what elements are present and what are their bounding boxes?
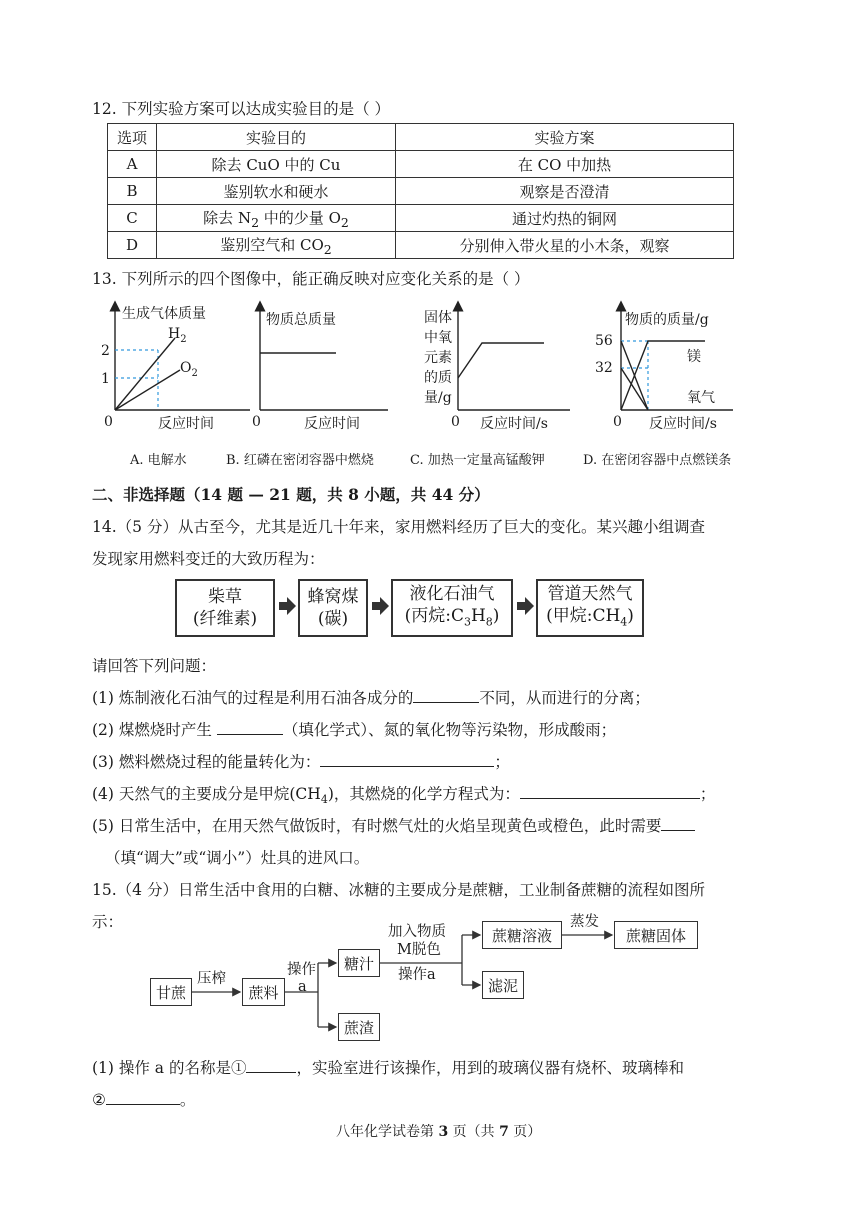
flow-box-sugarcane: 甘蔗: [150, 978, 192, 1006]
flow-label-operation-a: a: [298, 979, 307, 995]
option-cell: C: [108, 205, 157, 232]
option-cell: B: [108, 178, 157, 205]
x-axis-label: 反应时间/s: [649, 416, 717, 432]
origin-label: 0: [104, 414, 113, 430]
origin-label: 0: [613, 414, 622, 430]
fuel-box-natural-gas: 管道天然气 (甲烷$:CH_4$): [536, 579, 644, 637]
flow-box-cane-material: 蔗料: [242, 978, 285, 1006]
flow-label-press: 压榨: [197, 971, 226, 987]
tick-label: 1: [101, 371, 110, 387]
plan-cell: 通过灼热的铜网: [396, 205, 734, 232]
series-label-mg: 镁: [687, 349, 701, 365]
flow-label-add-m: 加入物质: [388, 924, 446, 940]
goal-cell: 鉴别软水和硬水: [157, 178, 396, 205]
q14-sub4: (4) 天然气的主要成分是甲烷$(CH_4)$，其燃烧的化学方程式为： ；: [92, 785, 716, 807]
x-axis-label: 反应时间: [304, 416, 360, 432]
q12-stem: 12. 下列实验方案可以达成实验目的是（ ）: [92, 100, 391, 118]
answer-blank[interactable]: [106, 1090, 180, 1105]
x-axis-label: 反应时间: [158, 416, 214, 432]
goal-cell: 除去 $N_2$ 中的少量 $O_2$: [157, 205, 396, 232]
section-title: 二、非选择题（14 题 — 21 题，共 8 小题，共 44 分）: [92, 485, 490, 504]
flow-label-operation: 操作: [287, 962, 316, 978]
series-label-o2: 氧气: [687, 390, 715, 406]
plan-cell: 在 CO 中加热: [396, 151, 734, 178]
origin-label: 0: [451, 414, 460, 430]
y-axis-label-line: 中氧: [424, 330, 452, 346]
q14-prompt: 请回答下列问题：: [92, 657, 217, 675]
y-axis-label-line: 的质: [424, 370, 452, 386]
goal-cell: 除去 CuO 中的 Cu: [157, 151, 396, 178]
tick-label: 2: [101, 343, 110, 359]
q14-sub5: (5) 日常生活中，在用天然气做饭时，有时燃气灶的火焰呈现黄色或橙色，此时需要: [92, 816, 695, 836]
q14-sub3: (3) 燃料燃烧过程的能量转化为： ；: [92, 753, 510, 771]
y-axis-label: 物质的质量/g: [625, 312, 709, 328]
header-goal: 实验目的: [157, 124, 396, 151]
flow-label-operation-a2: 操作a: [398, 967, 436, 983]
origin-label: 0: [252, 414, 261, 430]
flow-box-bagasse: 蔗渣: [338, 1013, 380, 1041]
q14-stem: 14.（5 分）从古至今，尤其是近几十年来，家用燃料经历了巨大的变化。某兴趣小组调查: [92, 518, 705, 536]
q14-sub5-cont: （填“调大”或“调小”）灶具的进风口。: [105, 849, 370, 867]
fuel-box-coal: 蜂窝煤 (碳): [298, 579, 368, 637]
header-plan: 实验方案: [396, 124, 734, 151]
header-option: 选项: [108, 124, 157, 151]
y-axis-label: 物质总质量: [266, 312, 336, 328]
tick-label: 32: [595, 360, 613, 376]
flow-box-solid: 蔗糖固体: [614, 921, 698, 949]
graph-caption: D. 在密闭容器中点燃镁条: [583, 453, 732, 468]
graph-caption: C. 加热一定量高锰酸钾: [410, 453, 545, 468]
y-axis-label-line: 元素: [424, 350, 452, 366]
graph-caption: B. 红磷在密闭容器中燃烧: [226, 453, 374, 468]
flow-box-solution: 蔗糖溶液: [482, 921, 562, 949]
plan-cell: 分别伸入带火星的小木条，观察: [396, 232, 734, 259]
option-cell: A: [108, 151, 157, 178]
answer-blank[interactable]: [246, 1058, 296, 1073]
plan-cell: 观察是否澄清: [396, 178, 734, 205]
series-label-h2: $H_2$: [168, 326, 187, 345]
fuel-box-lpg: 液化石油气 (丙烷$:C_3H_8$): [391, 579, 513, 637]
fuel-box-firewood: 柴草 (纤维素): [175, 579, 275, 637]
q14-stem-cont: 发现家用燃料变迁的大致历程为：: [92, 550, 325, 568]
flow-label-evaporate: 蒸发: [570, 914, 599, 930]
q15-stem: 15.（4 分）日常生活中食用的白糖、冰糖的主要成分是蔗糖，工业制备蔗糖的流程如图所: [92, 881, 705, 899]
y-axis-label-line: 固体: [424, 310, 452, 326]
goal-cell: 鉴别空气和 $CO_2$: [157, 232, 396, 259]
page-footer: 八年化学试卷第 3 页（共 7 页）: [336, 1124, 542, 1140]
flow-box-juice: 糖汁: [338, 949, 380, 977]
option-cell: D: [108, 232, 157, 259]
series-label-o2: $O_2$: [180, 360, 198, 379]
x-axis-label: 反应时间/s: [480, 416, 548, 432]
q13-stem: 13. 下列所示的四个图像中，能正确反映对应变化关系的是（ ）: [92, 270, 530, 288]
y-axis-label-line: 量/g: [424, 390, 452, 406]
q15-stem-cont: 示：: [92, 913, 124, 931]
q14-sub2: (2) 煤燃烧时产生 （填化学式）、氮的氧化物等污染物，形成酸雨；: [92, 721, 617, 739]
flow-box-filter-mud: 滤泥: [482, 971, 524, 999]
q15-sub1-cont: ② 。: [92, 1091, 196, 1109]
q14-sub1: (1) 炼制液化石油气的过程是利用石油各成分的 不同，从而进行的分离；: [92, 689, 650, 707]
y-axis-label: 生成气体质量: [122, 306, 206, 322]
q15-sub1: (1) 操作 a 的名称是① ，实验室进行该操作，用到的玻璃仪器有烧杯、玻璃棒和: [92, 1059, 684, 1077]
graph-caption: A. 电解水: [130, 453, 187, 468]
flow-label-decolor: M脱色: [397, 942, 441, 958]
tick-label: 56: [595, 333, 613, 349]
